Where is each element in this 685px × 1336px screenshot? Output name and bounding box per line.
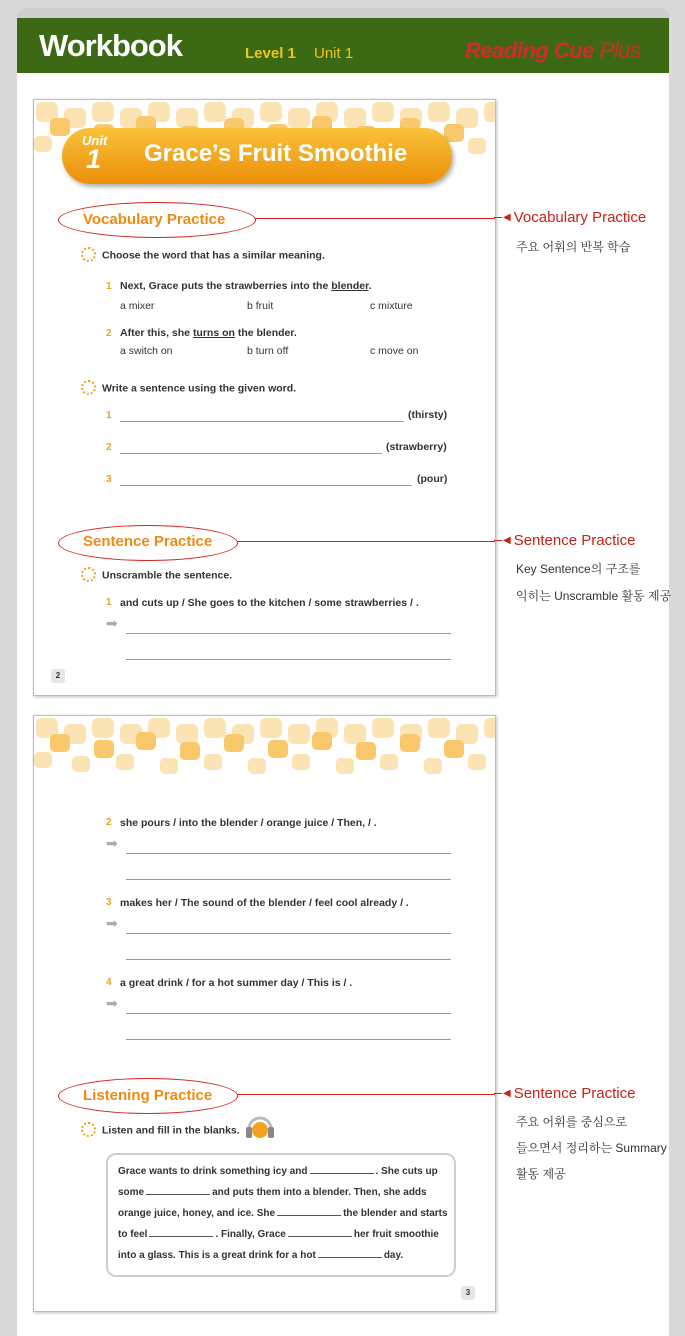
side-vocab-title: ◀ Vocabulary Practice (503, 209, 647, 226)
circle-bullet-icon (81, 567, 96, 582)
sentence-connector-ext (494, 540, 502, 541)
circle-bullet-icon (81, 380, 96, 395)
blank-3[interactable] (277, 1207, 341, 1216)
side-sentence-desc-2: 익히는 Unscramble 활동 제공 (516, 589, 672, 603)
unit-number: 1 (86, 144, 102, 174)
s3-scrambled: makes her / The sound of the blender / feel cool already / . (120, 897, 409, 909)
s3-answer-line-1[interactable] (126, 933, 451, 934)
summary-box (106, 1153, 456, 1277)
w1-answer-line[interactable] (120, 421, 404, 422)
w2-answer-line[interactable] (120, 453, 382, 454)
listening-heading: Listening Practice (83, 1087, 213, 1104)
w2-number: 2 (106, 442, 112, 453)
side-listening-title: ◀ Sentence Practice (503, 1085, 636, 1102)
listening-instruction: Listen and fill in the blanks. (81, 1123, 240, 1138)
header-unit: Unit 1 (314, 45, 354, 62)
vocab-instruction-1: Choose the word that has a similar meaning. (81, 248, 325, 263)
workbook-page-2 (33, 715, 496, 1312)
w3-answer-line[interactable] (120, 485, 412, 486)
q2-option-c[interactable]: c move on (370, 345, 419, 357)
decorative-pattern (34, 716, 495, 778)
summary-line-5: into a glass. This is a great drink for a hot day. (118, 1250, 404, 1261)
s2-number: 2 (106, 817, 112, 828)
q2-number: 2 (106, 328, 112, 339)
listening-connector-ext (494, 1093, 502, 1094)
w1-word: (thirsty) (408, 409, 448, 421)
sentence-heading: Sentence Practice (83, 533, 213, 550)
listening-connector-line (237, 1094, 495, 1095)
header-title: Workbook (39, 28, 182, 63)
page-number: 3 (461, 1286, 475, 1300)
arrow-right-icon: ➡ (106, 615, 118, 631)
vocab-connector-line (255, 218, 495, 219)
circle-bullet-icon (81, 247, 96, 262)
summary-line-4: to feel . Finally, Grace her fruit smoothie (118, 1229, 439, 1240)
s2-answer-line-2[interactable] (126, 879, 451, 880)
side-listening-desc-1: 주요 어휘를 중심으로 (516, 1115, 627, 1129)
vocab-instruction-2: Write a sentence using the given word. (81, 381, 296, 396)
summary-line-3: orange juice, honey, and ice. She the blender and starts (118, 1208, 448, 1219)
triangle-left-icon: ◀ (503, 535, 511, 546)
q1-option-c[interactable]: c mixture (370, 300, 413, 312)
s1-number: 1 (106, 597, 112, 608)
q1-option-b[interactable]: b fruit (247, 300, 274, 312)
brand-logo: Reading Cue Plus (465, 38, 641, 63)
side-listening-desc-3: 활동 제공 (516, 1167, 566, 1181)
s4-number: 4 (106, 977, 112, 988)
q1-number: 1 (106, 281, 112, 292)
unit-banner (62, 128, 452, 184)
blank-5[interactable] (288, 1228, 352, 1237)
s1-answer-line-1[interactable] (126, 633, 451, 634)
q2-option-a[interactable]: a switch on (120, 345, 173, 357)
w2-word: (strawberry) (386, 441, 447, 453)
s1-scrambled: and cuts up / She goes to the kitchen / some strawberries / . (120, 597, 419, 609)
q2-sentence: After this, she turns on the blender. (120, 327, 297, 339)
top-border (17, 8, 669, 18)
vocab-heading: Vocabulary Practice (83, 211, 226, 228)
arrow-right-icon: ➡ (106, 835, 118, 851)
side-sentence-title: ◀ Sentence Practice (503, 532, 636, 549)
summary-line-1: Grace wants to drink something icy and . She cuts up (118, 1166, 438, 1177)
vocab-connector-ext (494, 217, 502, 218)
s3-number: 3 (106, 897, 112, 908)
side-vocab-desc: 주요 어휘의 반복 학습 (516, 240, 631, 254)
s1-answer-line-2[interactable] (126, 659, 451, 660)
q2-option-b[interactable]: b turn off (247, 345, 289, 357)
workbook-page-1 (33, 99, 496, 696)
w3-word: (pour) (417, 473, 448, 485)
s4-scrambled: a great drink / for a hot summer day / This is / . (120, 977, 353, 989)
side-listening-desc-2: 들으면서 정리하는 Summary (516, 1141, 667, 1155)
summary-line-2: some and puts them into a blender. Then, she adds (118, 1187, 427, 1198)
s4-answer-line-1[interactable] (126, 1013, 451, 1014)
s4-answer-line-2[interactable] (126, 1039, 451, 1040)
arrow-right-icon: ➡ (106, 995, 118, 1011)
s3-answer-line-2[interactable] (126, 959, 451, 960)
arrow-right-icon: ➡ (106, 915, 118, 931)
blank-1[interactable] (310, 1165, 374, 1174)
page-number: 2 (51, 669, 65, 683)
side-sentence-desc-1: Key Sentence의 구조를 (516, 562, 641, 576)
blank-4[interactable] (149, 1228, 213, 1237)
w3-number: 3 (106, 474, 112, 485)
q1-option-a[interactable]: a mixer (120, 300, 155, 312)
blank-6[interactable] (318, 1249, 382, 1258)
unit-title: Grace’s Fruit Smoothie (144, 140, 408, 167)
header-level: Level 1 (245, 45, 296, 62)
s2-scrambled: she pours / into the blender / orange juice / Then, / . (120, 817, 377, 829)
q1-sentence: Next, Grace puts the strawberries into the blender. (120, 280, 372, 292)
headphones-icon[interactable] (245, 1115, 275, 1139)
triangle-left-icon: ◀ (503, 212, 511, 223)
s2-answer-line-1[interactable] (126, 853, 451, 854)
blank-2[interactable] (146, 1186, 210, 1195)
triangle-left-icon: ◀ (503, 1088, 511, 1099)
sentence-instruction: Unscramble the sentence. (81, 568, 232, 583)
unit-word: Unit (82, 133, 108, 148)
circle-bullet-icon (81, 1122, 96, 1137)
header-bar (17, 18, 669, 73)
sentence-connector-line (237, 541, 495, 542)
w1-number: 1 (106, 410, 112, 421)
